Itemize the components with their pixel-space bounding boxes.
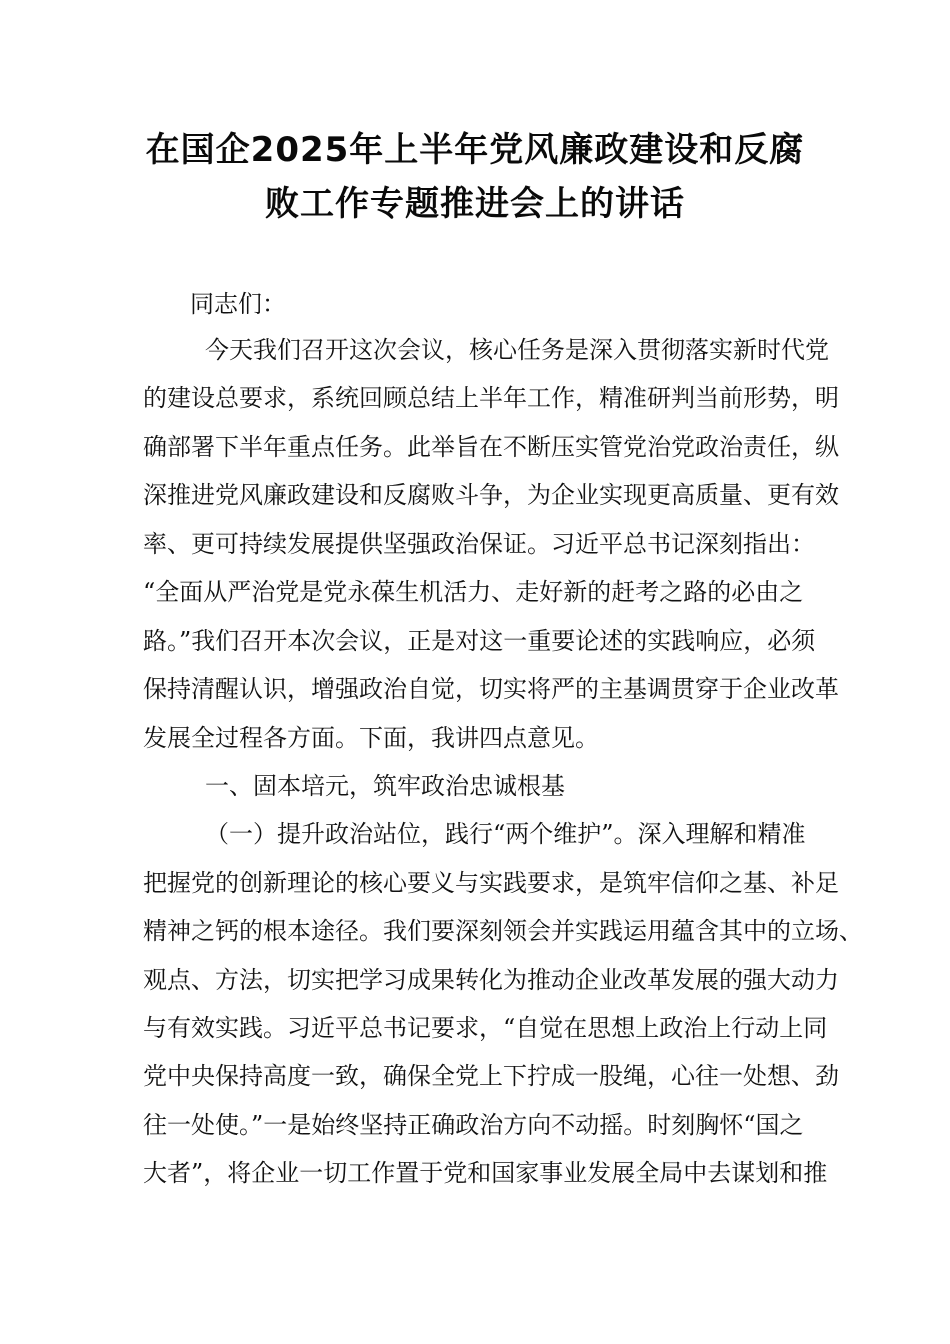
paragraph-line: 保持清醒认识，增强政治自觉，切实将严的主基调贯穿于企业改革 [143,675,839,703]
paragraph-line: 与有效实践。习近平总书记要求，“自觉在思想上政治上行动上同 [143,1014,828,1042]
paragraph-line: 大者”，将企业一切工作置于党和国家事业发展全局中去谋划和推 [143,1159,828,1187]
salutation: 同志们： [190,290,286,318]
paragraph-line: 把握党的创新理论的核心要义与实践要求，是筑牢信仰之基、补足 [143,869,839,897]
paragraph-line: 路。”我们召开本次会议，正是对这一重要论述的实践响应，必须 [143,627,816,655]
paragraph-line: 的建设总要求，系统回顾总结上半年工作，精准研判当前形势，明 [143,384,839,412]
paragraph-line: 精神之钙的根本途径。我们要深刻领会并实践运用蕴含其中的立场、 [143,917,863,945]
document-title-line-1: 在国企2025年上半年党风廉政建设和反腐 [145,130,805,170]
paragraph-line: 党中央保持高度一致，确保全党上下拧成一股绳，心往一处想、劲 [143,1062,839,1090]
document-title-line-2: 败工作专题推进会上的讲话 [265,184,685,224]
paragraph-line: 往一处使。”一是始终坚持正确政治方向不动摇。时刻胸怀“国之 [143,1111,804,1139]
paragraph-line: 深推进党风廉政建设和反腐败斗争，为企业实现更高质量、更有效 [143,481,839,509]
paragraph-line: 率、更可持续发展提供坚强政治保证。习近平总书记深刻指出： [143,530,815,558]
paragraph-line: 观点、方法，切实把学习成果转化为推动企业改革发展的强大动力 [143,966,839,994]
paragraph-line: “全面从严治党是党永葆生机活力、走好新的赶考之路的必由之 [143,578,804,606]
paragraph-line: 今天我们召开这次会议，核心任务是深入贯彻落实新时代党 [205,336,829,364]
paragraph-line: 确部署下半年重点任务。此举旨在不断压实管党治党政治责任，纵 [143,433,839,461]
paragraph-line: 发展全过程各方面。下面，我讲四点意见。 [143,724,599,752]
section-heading: 一、固本培元，筑牢政治忠诚根基 [205,772,565,800]
paragraph-line: （一）提升政治站位，践行“两个维护”。深入理解和精准 [205,820,806,848]
